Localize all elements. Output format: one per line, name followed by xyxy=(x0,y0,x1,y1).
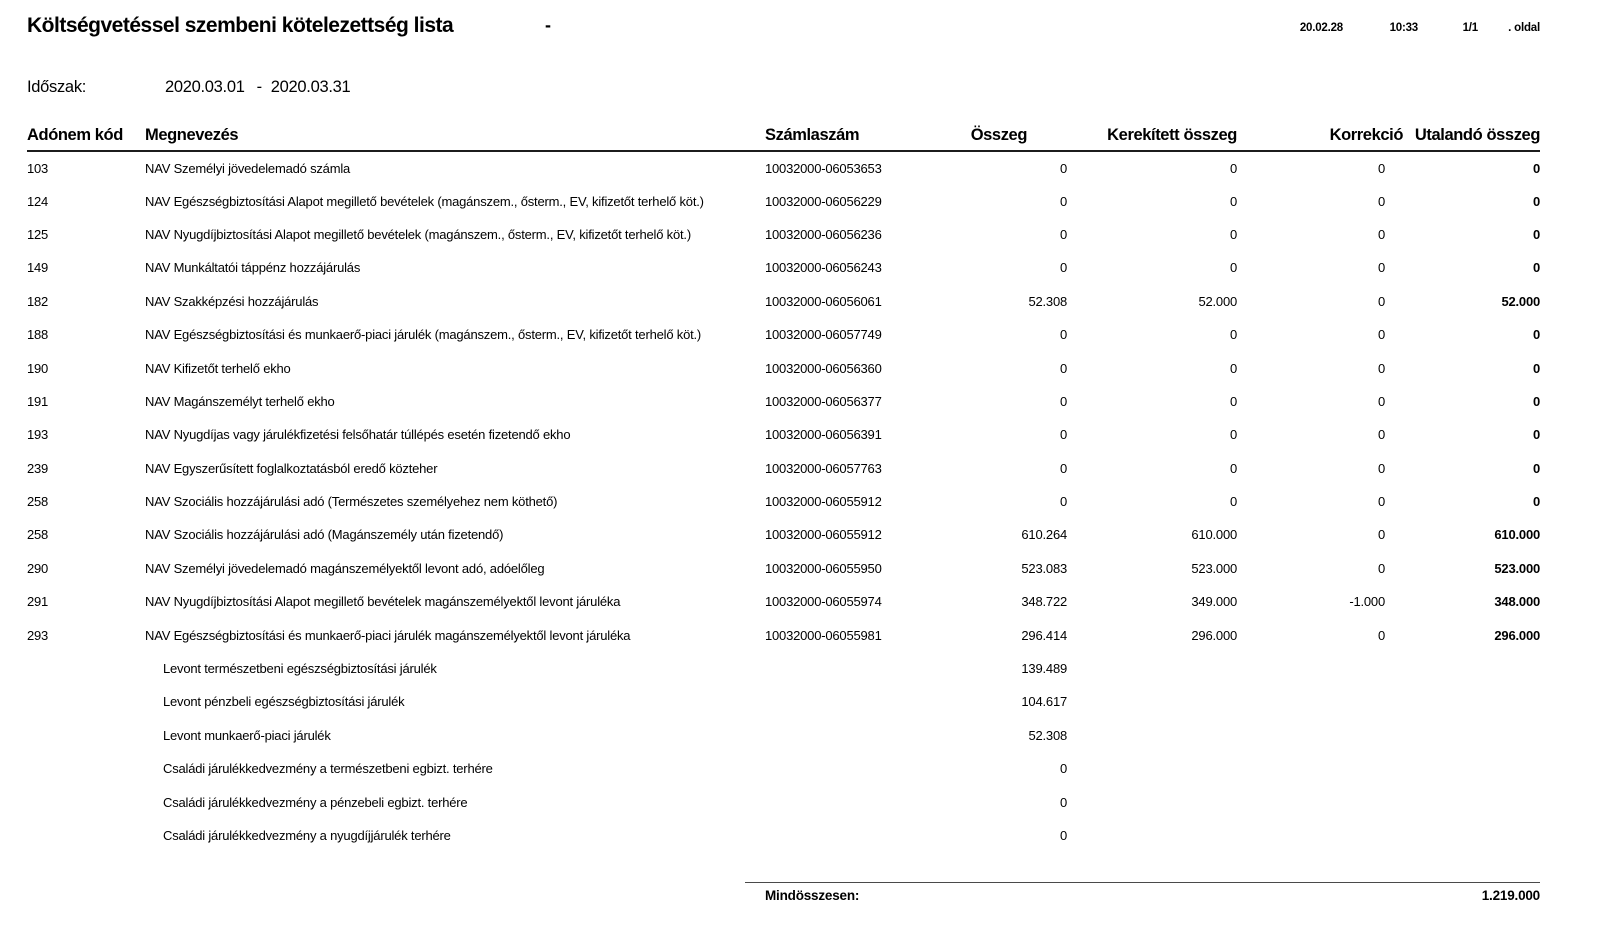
cell-rounded: 0 xyxy=(1229,494,1237,510)
cell-tax-code: 190 xyxy=(27,360,49,376)
cell-account: 10032000-06056360 xyxy=(765,360,882,376)
table-row xyxy=(27,218,1540,251)
cell-transfer: 523.000 xyxy=(1494,560,1540,576)
cell-tax-code xyxy=(27,752,145,785)
cell-amount: 0 xyxy=(1059,327,1067,343)
cell-amount: 0 xyxy=(1059,393,1067,409)
cell-tax-code: 103 xyxy=(27,160,49,176)
cell-account: 10032000-06056391 xyxy=(765,427,882,443)
cell-rounded: 610.000 xyxy=(1191,527,1237,543)
table-row xyxy=(27,351,1540,384)
report-page xyxy=(0,14,1607,903)
cell-name: Levont munkaerő-piaci járulék xyxy=(163,727,331,743)
cell-tax-code xyxy=(27,819,145,852)
cell-correction: 0 xyxy=(1377,293,1385,309)
cell-correction xyxy=(1237,652,1403,685)
cell-name: NAV Magánszemélyt terhelő ekho xyxy=(145,393,335,409)
cell-name: NAV Egészségbiztosítási és munkaerő-piaci járulék magánszemélyektől levont járuléka xyxy=(145,627,631,643)
col-header-transfer: Utalandó összeg xyxy=(1403,121,1540,151)
period-to-date: 2020.03.31 xyxy=(270,78,351,96)
cell-transfer: 0 xyxy=(1532,427,1540,443)
cell-rounded xyxy=(1067,752,1237,785)
table-row xyxy=(27,819,1540,852)
cell-amount: 0 xyxy=(1059,761,1067,777)
cell-transfer: 0 xyxy=(1532,494,1540,510)
cell-amount: 104.617 xyxy=(1021,694,1067,710)
cell-transfer: 0 xyxy=(1532,327,1540,343)
page-title: Költségvetéssel szembeni kötelezettség lista xyxy=(27,14,454,37)
table-row xyxy=(27,652,1540,685)
cell-account: 10032000-06055950 xyxy=(765,560,882,576)
cell-tax-code xyxy=(27,785,145,818)
cell-name: NAV Egészségbiztosítási és munkaerő-piaci járulék (magánszem., ősterm., EV, kifizetőt terhelő köt.) xyxy=(145,327,702,343)
cell-rounded xyxy=(1067,685,1237,718)
cell-amount: 0 xyxy=(1059,193,1067,209)
cell-account: 10032000-06055912 xyxy=(765,494,882,510)
cell-amount: 0 xyxy=(1059,460,1067,476)
cell-amount: 0 xyxy=(1059,260,1067,276)
grand-total-label: Mindösszesen: xyxy=(765,888,860,904)
cell-rounded: 0 xyxy=(1229,327,1237,343)
cell-correction: 0 xyxy=(1377,460,1385,476)
cell-tax-code xyxy=(27,685,145,718)
cell-name: NAV Személyi jövedelemadó számla xyxy=(145,160,351,176)
table-row xyxy=(27,151,1540,184)
cell-tax-code: 293 xyxy=(27,627,49,643)
cell-tax-code: 124 xyxy=(27,193,49,209)
cell-correction: 0 xyxy=(1377,627,1385,643)
cell-rounded xyxy=(1067,719,1237,752)
cell-account xyxy=(765,752,910,785)
cell-rounded xyxy=(1067,819,1237,852)
page-label: . oldal xyxy=(1508,22,1540,34)
col-header-account: Számlaszám xyxy=(765,121,910,151)
cell-account: 10032000-06056061 xyxy=(765,293,882,309)
table-row xyxy=(27,618,1540,651)
cell-account xyxy=(765,685,910,718)
cell-name: Családi járulékkedvezmény a nyugdíjjárulék terhére xyxy=(163,828,451,843)
cell-account xyxy=(765,719,910,752)
cell-rounded: 296.000 xyxy=(1191,627,1237,643)
cell-transfer xyxy=(1403,785,1540,818)
cell-account: 10032000-06057763 xyxy=(765,460,882,476)
period-row xyxy=(27,78,1607,97)
cell-amount: 0 xyxy=(1059,494,1067,510)
cell-correction: 0 xyxy=(1377,260,1385,276)
title-row xyxy=(27,14,1607,44)
cell-name: NAV Nyugdíjbiztosítási Alapot megillető bevételek (magánszem., ősterm., EV, kifizetőt terhelő köt.) xyxy=(145,226,691,242)
cell-name: NAV Személyi jövedelemadó magánszemélyektől levont adó, adóelőleg xyxy=(145,560,545,576)
cell-rounded: 349.000 xyxy=(1191,594,1237,610)
table-row xyxy=(27,418,1540,451)
cell-transfer: 0 xyxy=(1532,460,1540,476)
cell-correction xyxy=(1237,819,1403,852)
cell-name: NAV Nyugdíjbiztosítási Alapot megillető bevételek magánszemélyektől levont járuléka xyxy=(145,594,621,610)
print-date: 20.02.28 xyxy=(1299,22,1343,34)
obligations-table xyxy=(27,121,1540,852)
table-row xyxy=(27,385,1540,418)
cell-tax-code: 291 xyxy=(27,594,49,610)
cell-account: 10032000-06055974 xyxy=(765,594,882,610)
cell-tax-code: 149 xyxy=(27,260,49,276)
cell-transfer xyxy=(1403,719,1540,752)
table-row xyxy=(27,485,1540,518)
cell-amount: 0 xyxy=(1059,360,1067,376)
cell-tax-code: 182 xyxy=(27,293,49,309)
header-row xyxy=(27,121,1540,151)
cell-tax-code: 290 xyxy=(27,560,49,576)
col-header-name: Megnevezés xyxy=(145,121,765,151)
table-row xyxy=(27,719,1540,752)
cell-correction xyxy=(1237,719,1403,752)
cell-tax-code: 191 xyxy=(27,393,49,409)
table-row xyxy=(27,585,1540,618)
cell-name: Családi járulékkedvezmény a természetbeni egbizt. terhére xyxy=(163,761,493,777)
period-label: Időszak: xyxy=(27,78,87,96)
cell-transfer: 0 xyxy=(1532,393,1540,409)
cell-amount: 0 xyxy=(1059,226,1067,242)
col-header-correction: Korrekció xyxy=(1237,121,1403,151)
cell-transfer: 0 xyxy=(1532,360,1540,376)
table-row xyxy=(27,752,1540,785)
cell-amount: 0 xyxy=(1059,794,1067,810)
grand-total-row xyxy=(765,888,1540,903)
cell-correction xyxy=(1237,752,1403,785)
cell-name: Levont pénzbeli egészségbiztosítási járulék xyxy=(163,694,405,710)
table-body xyxy=(27,151,1540,852)
cell-rounded: 0 xyxy=(1229,393,1237,409)
cell-amount: 0 xyxy=(1059,160,1067,176)
col-header-tax-code: Adónem kód xyxy=(27,121,145,151)
cell-tax-code xyxy=(27,652,145,685)
cell-tax-code: 188 xyxy=(27,327,49,343)
cell-account: 10032000-06056236 xyxy=(765,226,882,242)
grand-total-divider xyxy=(745,882,1540,883)
cell-name: NAV Kifizetőt terhelő ekho xyxy=(145,360,291,376)
cell-correction: 0 xyxy=(1377,226,1385,242)
cell-name: NAV Szociális hozzájárulási adó (Természetes személyehez nem köthető) xyxy=(145,494,558,510)
cell-amount: 348.722 xyxy=(1021,594,1067,610)
cell-transfer: 0 xyxy=(1532,260,1540,276)
col-header-amount: Összeg xyxy=(910,121,1067,151)
table-row xyxy=(27,285,1540,318)
cell-name: NAV Munkáltatói táppénz hozzájárulás xyxy=(145,260,361,276)
cell-correction: 0 xyxy=(1377,427,1385,443)
cell-rounded: 0 xyxy=(1229,360,1237,376)
period-from-date: 2020.03.01 xyxy=(165,78,245,96)
cell-rounded xyxy=(1067,652,1237,685)
cell-transfer: 610.000 xyxy=(1494,527,1540,543)
cell-correction: 0 xyxy=(1377,393,1385,409)
cell-name: NAV Szociális hozzájárulási adó (Magánszemély után fizetendő) xyxy=(145,527,504,543)
cell-name: Levont természetbeni egészségbiztosítási járulék xyxy=(163,661,437,677)
table-header xyxy=(27,121,1540,151)
print-time: 10:33 xyxy=(1389,22,1418,34)
cell-rounded: 0 xyxy=(1229,427,1237,443)
cell-rounded: 0 xyxy=(1229,460,1237,476)
cell-tax-code: 258 xyxy=(27,527,49,543)
title-dash: - xyxy=(545,15,551,35)
cell-name: NAV Szakképzési hozzájárulás xyxy=(145,293,319,309)
cell-account: 10032000-06056377 xyxy=(765,393,882,409)
cell-rounded: 0 xyxy=(1229,260,1237,276)
cell-tax-code xyxy=(27,719,145,752)
cell-rounded xyxy=(1067,785,1237,818)
cell-transfer xyxy=(1403,819,1540,852)
cell-transfer: 0 xyxy=(1532,226,1540,242)
cell-account xyxy=(765,785,910,818)
cell-rounded: 0 xyxy=(1229,160,1237,176)
cell-account: 10032000-06055912 xyxy=(765,527,882,543)
cell-transfer xyxy=(1403,652,1540,685)
cell-amount: 523.083 xyxy=(1021,560,1067,576)
cell-correction: -1.000 xyxy=(1349,594,1385,610)
cell-tax-code: 258 xyxy=(27,494,49,510)
cell-correction: 0 xyxy=(1377,494,1385,510)
table-row xyxy=(27,518,1540,551)
cell-name: Családi járulékkedvezmény a pénzebeli egbizt. terhére xyxy=(163,794,468,810)
cell-account: 10032000-06057749 xyxy=(765,327,882,343)
cell-name: NAV Nyugdíjas vagy járulékfizetési felsőhatár túllépés esetén fizetendő ekho xyxy=(145,427,571,443)
table-row xyxy=(27,318,1540,351)
cell-correction: 0 xyxy=(1377,193,1385,209)
cell-transfer: 0 xyxy=(1532,193,1540,209)
cell-account: 10032000-06053653 xyxy=(765,160,882,176)
table-row xyxy=(27,452,1540,485)
cell-amount: 610.264 xyxy=(1021,527,1067,543)
cell-transfer: 52.000 xyxy=(1501,293,1540,309)
cell-amount: 139.489 xyxy=(1021,661,1067,677)
cell-transfer: 0 xyxy=(1532,160,1540,176)
cell-account: 10032000-06056243 xyxy=(765,260,882,276)
cell-rounded: 0 xyxy=(1229,226,1237,242)
cell-correction: 0 xyxy=(1377,327,1385,343)
cell-transfer xyxy=(1403,752,1540,785)
cell-account: 10032000-06056229 xyxy=(765,193,882,209)
cell-account xyxy=(765,652,910,685)
cell-rounded: 52.000 xyxy=(1198,293,1237,309)
table-row xyxy=(27,251,1540,284)
table-row xyxy=(27,785,1540,818)
cell-correction: 0 xyxy=(1377,527,1385,543)
cell-amount: 52.308 xyxy=(1028,293,1067,309)
cell-rounded: 0 xyxy=(1229,193,1237,209)
cell-transfer: 348.000 xyxy=(1494,594,1540,610)
page-number: 1/1 xyxy=(1462,22,1478,34)
cell-tax-code: 125 xyxy=(27,226,49,242)
cell-correction: 0 xyxy=(1377,160,1385,176)
cell-amount: 52.308 xyxy=(1028,727,1067,743)
cell-account xyxy=(765,819,910,852)
cell-amount: 296.414 xyxy=(1021,627,1067,643)
cell-name: NAV Egészségbiztosítási Alapot megillető bevételek (magánszem., ősterm., EV, kifizetőt terhelő köt.) xyxy=(145,193,704,209)
cell-transfer xyxy=(1403,685,1540,718)
grand-total-value: 1.219.000 xyxy=(1481,888,1540,904)
cell-correction xyxy=(1237,785,1403,818)
cell-tax-code: 193 xyxy=(27,427,49,443)
cell-correction xyxy=(1237,685,1403,718)
col-header-rounded: Kerekített összeg xyxy=(1067,121,1237,151)
table-row xyxy=(27,685,1540,718)
cell-amount: 0 xyxy=(1059,828,1067,843)
table-row xyxy=(27,552,1540,585)
cell-transfer: 296.000 xyxy=(1494,627,1540,643)
cell-amount: 0 xyxy=(1059,427,1067,443)
cell-correction: 0 xyxy=(1377,360,1385,376)
cell-name: NAV Egyszerűsített foglalkoztatásból eredő közteher xyxy=(145,460,438,476)
cell-tax-code: 239 xyxy=(27,460,49,476)
cell-correction: 0 xyxy=(1377,560,1385,576)
table-row xyxy=(27,184,1540,217)
cell-account: 10032000-06055981 xyxy=(765,627,882,643)
cell-rounded: 523.000 xyxy=(1191,560,1237,576)
period-dash: - xyxy=(256,78,262,96)
